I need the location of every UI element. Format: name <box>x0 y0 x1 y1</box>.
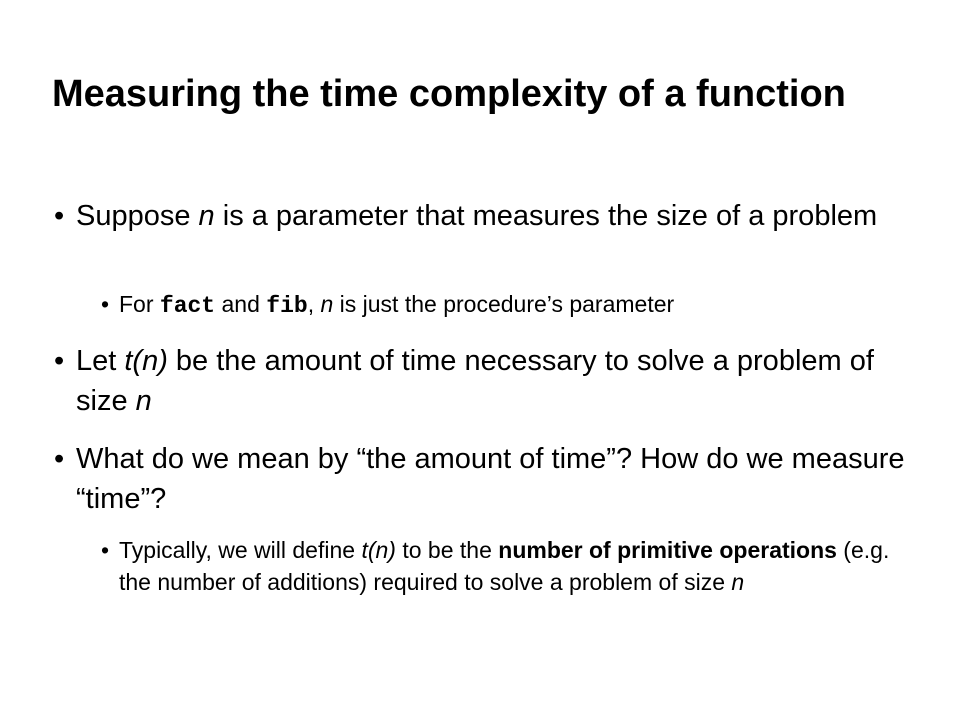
variable-n: n <box>135 385 152 417</box>
bullet-text: Let <box>76 345 125 377</box>
bullet-text: What do we mean by “the amount of time”? How do we measure “time”? <box>76 443 905 515</box>
bullet-dot: • <box>54 443 65 475</box>
variable-tn: t(n) <box>124 345 168 377</box>
bullet-dot: • <box>101 537 110 563</box>
bullet-time-definition <box>54 341 916 421</box>
bullet-dot: • <box>54 200 65 232</box>
sub-bullet-text: is just the procedure’s parameter <box>333 291 675 317</box>
sub-bullet-text: For <box>119 291 160 317</box>
bullet-dot: • <box>54 345 65 377</box>
code-fib: fib <box>266 293 308 319</box>
sub-bullet-text: Typically, we will define <box>119 537 362 563</box>
variable-tn: t(n) <box>361 537 396 563</box>
bullet-text: be the amount of time necessary to solve a problem of size <box>76 345 874 417</box>
bullet-dot: • <box>101 291 110 317</box>
code-fact: fact <box>159 293 216 319</box>
bullet-problem-size <box>54 196 916 236</box>
variable-n: n <box>320 291 334 317</box>
bullet-text: Suppose <box>76 200 199 232</box>
variable-n: n <box>198 200 215 232</box>
variable-n: n <box>731 569 745 595</box>
sub-bullet-text: (e.g. the number of additions) required to solve a problem of size <box>119 537 890 595</box>
slide-title: Measuring the time complexity of a function <box>52 73 846 115</box>
sub-bullet-primitive-ops <box>101 534 899 598</box>
sub-bullet-text: and <box>215 291 267 317</box>
sub-bullet-text: , <box>307 291 321 317</box>
sub-bullet-text: to be the <box>395 537 499 563</box>
bullet-text: is a parameter that measures the size of a problem <box>214 200 878 232</box>
bold-primitive-operations: number of primitive operations <box>498 537 837 563</box>
sub-bullet-fact-fib <box>101 288 939 322</box>
bullet-measure-time <box>54 439 916 519</box>
